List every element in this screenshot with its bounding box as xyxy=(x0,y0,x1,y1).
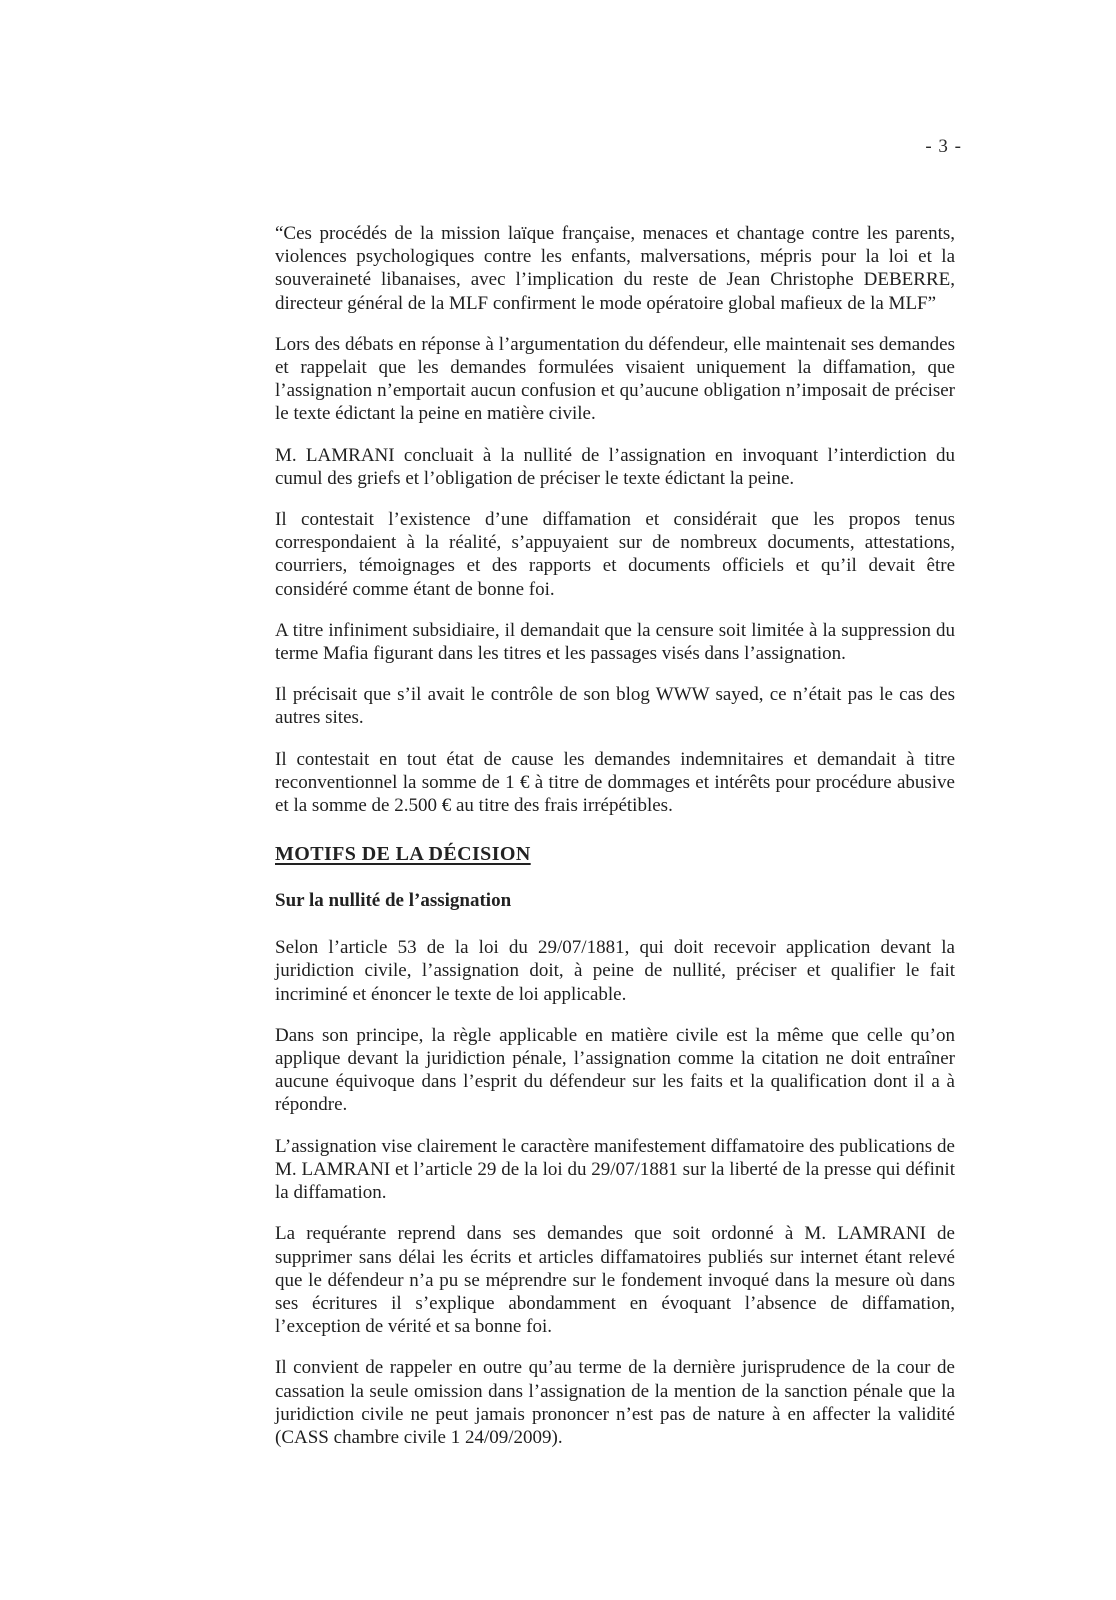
quoted-passage: “Ces procédés de la mission laïque française, menaces et chantage contre les parents, violences psychologiques contre les enfants, malversations, mépris pour la loi et la souveraineté libanaises, avec l’implication du reste de Jean Christophe DEBERRE, directeur général de la MLF confirment le mode opératoire global mafieux de la MLF” xyxy=(275,223,955,314)
paragraph-titre-subsidiaire: A titre infiniment subsidiaire, il demandait que la censure soit limitée à la suppression du terme Mafia figurant dans les titres et les passages visés dans l’assignation. xyxy=(275,619,955,665)
paragraph-contestation-diffamation: Il contestait l’existence d’une diffamation et considérait que les propos tenus correspondaient à la réalité, s’appuyaient sur de nombreux documents, attestations, courriers, témoignages et des rapports et documents officiels et qu’il devait être considéré comme étant de bonne foi. xyxy=(275,509,955,600)
paragraph-regle-applicable: Dans son principe, la règle applicable en matière civile est la même que celle qu’on applique devant la juridiction pénale, l’assignation comme la citation ne doit entraîner aucune équivoque dans l’esprit du défendeur sur les faits et la qualification dont il a à répondre. xyxy=(275,1024,955,1116)
paragraph-jurisprudence-cassation: Il convient de rappeler en outre qu’au terme de la dernière jurisprudence de la cour de cassation la seule omission dans l’assignation de la mention de la sanction pénale que la juridiction civile ne peut jamais prononcer n’est pas de nature à en affecter la validité (CASS chambre civile 1 24/09/2009). xyxy=(275,1357,955,1448)
paragraph-lamrani-nullite: M. LAMRANI concluait à la nullité de l’assignation en invoquant l’interdiction du cumul des griefs et l’obligation de préciser le texte édictant la peine. xyxy=(275,444,955,489)
paragraph-assignation-vise: L’assignation vise clairement le caractère manifestement diffamatoire des publications de M. LAMRANI et l’article 29 de la loi du 29/07/1881 sur la liberté de la presse qui définit la diffamation. xyxy=(275,1135,955,1204)
subsection-heading-nullite-assignation: Sur la nullité de l’assignation xyxy=(275,890,512,912)
paragraph-requerante-reprend: La requérante reprend dans ses demandes que soit ordonné à M. LAMRANI de supprimer sans délai les écrits et articles diffamatoires publiés sur internet étant relevé que le défendeur n’a pu se méprendre sur le fondement invoqué dans la mesure où dans ses écritures il s’explique abondamment en évoquant l’absence de diffamation, l’exception de vérité et sa bonne foi. xyxy=(275,1223,955,1338)
paragraph-controle-blog: Il précisait que s’il avait le contrôle de son blog WWW sayed, ce n’était pas le cas des autres sites. xyxy=(275,684,955,729)
paragraph-article-53: Selon l’article 53 de la loi du 29/07/1881, qui doit recevoir application devant la juridiction civile, l’assignation doit, à peine de nullité, préciser et qualifier le fait incriminé et énoncer le texte de loi applicable. xyxy=(275,937,955,1005)
section-heading-motifs-decision: MOTIFS DE LA DÉCISION xyxy=(275,843,531,866)
document-body xyxy=(275,222,955,1467)
paragraph-demandes-indemnitaires: Il contestait en tout état de cause les demandes indemnitaires et demandait à titre reconventionnel la somme de 1 € à titre de dommages et intérêts pour procédure abusive et la somme de 2.500 € au titre des frais irrépétibles. xyxy=(275,748,955,817)
page-number: - 3 - xyxy=(925,136,962,157)
paragraph-debats-reponse: Lors des débats en réponse à l’argumentation du défendeur, elle maintenait ses demandes et rappelait que les demandes formulées visaient uniquement la diffamation, que l’assignation n’emportait aucun confusion et qu’aucune obligation n’imposait de préciser le texte édictant la peine en matière civile. xyxy=(275,333,955,425)
